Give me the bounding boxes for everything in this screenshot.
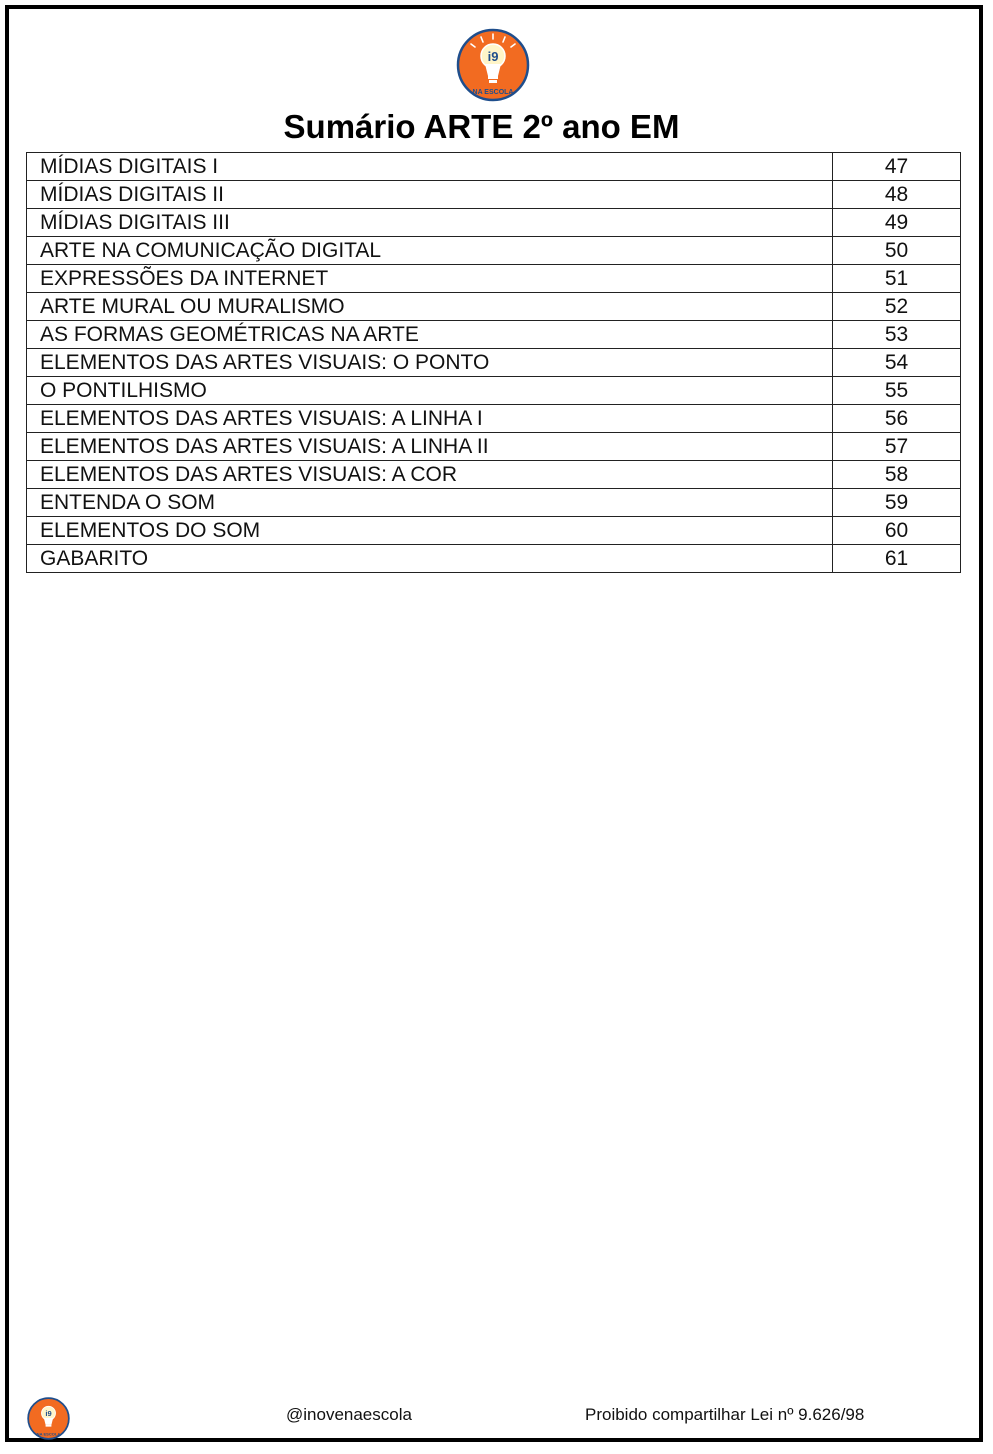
toc-entry-title: ELEMENTOS DAS ARTES VISUAIS: A LINHA I xyxy=(27,405,833,433)
toc-entry-title: ELEMENTOS DAS ARTES VISUAIS: A COR xyxy=(27,461,833,489)
logo-bottom-text: NA ESCOLA xyxy=(472,89,514,96)
footer-legal-notice: Proibido compartilhar Lei nº 9.626/98 xyxy=(585,1405,865,1424)
logo-top-text: i9 xyxy=(487,49,499,64)
toc-entry-page: 58 xyxy=(833,461,961,489)
toc-entry-title: GABARITO xyxy=(27,545,833,573)
toc-entry-title: ARTE NA COMUNICAÇÃO DIGITAL xyxy=(27,237,833,265)
toc-entry-page: 55 xyxy=(833,377,961,405)
table-row xyxy=(27,293,961,321)
toc-entry-page: 51 xyxy=(833,265,961,293)
toc-entry-page: 52 xyxy=(833,293,961,321)
table-of-contents xyxy=(26,152,961,573)
toc-entry-page: 59 xyxy=(833,489,961,517)
toc-entry-page: 56 xyxy=(833,405,961,433)
toc-entry-title: O PONTILHISMO xyxy=(27,377,833,405)
toc-entry-title: AS FORMAS GEOMÉTRICAS NA ARTE xyxy=(27,321,833,349)
toc-entry-title: ARTE MURAL OU MURALISMO xyxy=(27,293,833,321)
toc-entry-page: 49 xyxy=(833,209,961,237)
toc-entry-title: ELEMENTOS DAS ARTES VISUAIS: A LINHA II xyxy=(27,433,833,461)
toc-entry-page: 61 xyxy=(833,545,961,573)
footer-handle: @inovenaescola xyxy=(286,1405,412,1424)
footer-logo-bottom-text: NA ESCOLA xyxy=(36,1431,61,1437)
toc-entry-page: 60 xyxy=(833,517,961,545)
toc-entry-page: 57 xyxy=(833,433,961,461)
table-row xyxy=(27,349,961,377)
toc-entry-page: 47 xyxy=(833,153,961,181)
table-row xyxy=(27,545,961,573)
table-row xyxy=(27,265,961,293)
table-row xyxy=(27,517,961,545)
footer-logo xyxy=(27,1397,70,1440)
footer-logo-top-text: i9 xyxy=(45,1409,52,1419)
toc-entry-title: EXPRESSÕES DA INTERNET xyxy=(27,265,833,293)
toc-entry-page: 53 xyxy=(833,321,961,349)
table-row xyxy=(27,321,961,349)
table-row xyxy=(27,237,961,265)
page-title: Sumário ARTE 2º ano EM xyxy=(283,108,680,145)
toc-entry-page: 50 xyxy=(833,237,961,265)
table-row xyxy=(27,405,961,433)
table-row xyxy=(27,153,961,181)
table-row xyxy=(27,181,961,209)
toc-entry-title: MÍDIAS DIGITAIS I xyxy=(27,153,833,181)
toc-entry-title: ELEMENTOS DAS ARTES VISUAIS: O PONTO xyxy=(27,349,833,377)
toc-entry-title: MÍDIAS DIGITAIS III xyxy=(27,209,833,237)
table-row xyxy=(27,377,961,405)
toc-entry-title: ELEMENTOS DO SOM xyxy=(27,517,833,545)
toc-body xyxy=(27,153,961,573)
toc-entry-page: 54 xyxy=(833,349,961,377)
table-row xyxy=(27,489,961,517)
toc-entry-title: MÍDIAS DIGITAIS II xyxy=(27,181,833,209)
table-row xyxy=(27,461,961,489)
table-row xyxy=(27,433,961,461)
toc-entry-page: 48 xyxy=(833,181,961,209)
i9-na-escola-logo xyxy=(456,28,530,102)
table-row xyxy=(27,209,961,237)
toc-entry-title: ENTENDA O SOM xyxy=(27,489,833,517)
